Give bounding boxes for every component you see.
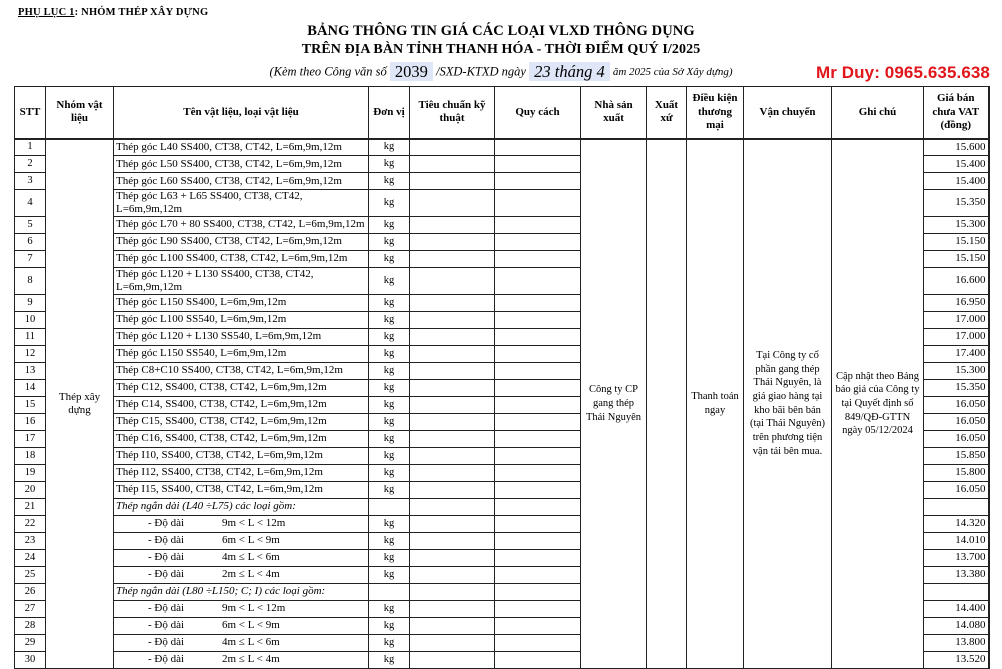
- price-table-container: [14, 86, 988, 669]
- cell-standard: [410, 651, 495, 668]
- col-header-transport: Vận chuyển: [744, 87, 832, 139]
- cell-unit: kg: [369, 481, 410, 498]
- cell-specification: [495, 190, 581, 217]
- cell-price: 16.050: [924, 396, 989, 413]
- cell-price: 15.850: [924, 447, 989, 464]
- cell-unit: kg: [369, 311, 410, 328]
- cell-price: 16.050: [924, 481, 989, 498]
- document-number-highlight: 2039: [390, 62, 433, 81]
- cell-material-name: [114, 566, 369, 583]
- cell-specification: [495, 173, 581, 190]
- cell-standard: [410, 345, 495, 362]
- cell-stt: 25: [15, 566, 46, 583]
- cell-stt: 15: [15, 396, 46, 413]
- cell-unit: kg: [369, 447, 410, 464]
- cell-manufacturer: Công ty CP gang thép Thái Nguyên: [581, 139, 647, 669]
- cell-stt: 14: [15, 379, 46, 396]
- cell-price: 13.800: [924, 634, 989, 651]
- reference-text: [269, 62, 732, 82]
- cell-standard: [410, 617, 495, 634]
- cell-standard: [410, 600, 495, 617]
- cell-material-name: Thép C8+C10 SS400, CT38, CT42, L=6m,9m,12m: [114, 362, 369, 379]
- col-header-unit: Đơn vị: [369, 87, 410, 139]
- cell-price: 15.400: [924, 156, 989, 173]
- cell-unit: [369, 583, 410, 600]
- sub-item-label: - Độ dài: [148, 517, 185, 530]
- table-row[interactable]: [15, 139, 989, 156]
- cell-specification: [495, 481, 581, 498]
- cell-price: 15.300: [924, 362, 989, 379]
- cell-material-name: Thép ngắn dài (L40 ÷L75) các loại gồm:: [114, 498, 369, 515]
- cell-material-name: Thép I15, SS400, CT38, CT42, L=6m,9m,12m: [114, 481, 369, 498]
- cell-material-name: Thép góc L50 SS400, CT38, CT42, L=6m,9m,12m: [114, 156, 369, 173]
- cell-stt: 27: [15, 600, 46, 617]
- cell-stt: 19: [15, 464, 46, 481]
- cell-unit: kg: [369, 250, 410, 267]
- cell-standard: [410, 267, 495, 294]
- sub-item-range: 6m < L < 9m: [222, 534, 280, 547]
- col-header-price: Giá bán chưa VAT (đồng): [924, 87, 989, 139]
- cell-specification: [495, 250, 581, 267]
- cell-price: 15.400: [924, 173, 989, 190]
- cell-standard: [410, 139, 495, 156]
- cell-specification: [495, 430, 581, 447]
- cell-specification: [495, 294, 581, 311]
- cell-material-name: Thép góc L60 SS400, CT38, CT42, L=6m,9m,12m: [114, 173, 369, 190]
- cell-price: 17.000: [924, 328, 989, 345]
- page-subtitle: TRÊN ĐỊA BÀN TỈNH THANH HÓA - THỜI ĐIỂM QUÝ I/2025: [301, 42, 701, 57]
- cell-specification: [495, 156, 581, 173]
- appendix-label: PHỤ LỤC 1: [18, 7, 75, 18]
- cell-standard: [410, 498, 495, 515]
- cell-price: 16.050: [924, 413, 989, 430]
- cell-standard: [410, 173, 495, 190]
- cell-price: 13.700: [924, 549, 989, 566]
- sub-item-label: - Độ dài: [148, 636, 185, 649]
- cell-specification: [495, 634, 581, 651]
- cell-material-name: Thép góc L70 + 80 SS400, CT38, CT42, L=6m,9m,12m: [114, 216, 369, 233]
- sub-item-label: - Độ dài: [148, 568, 185, 581]
- cell-material-name: [114, 549, 369, 566]
- cell-material-name: [114, 532, 369, 549]
- cell-material-name: Thép góc L100 SS540, L=6m,9m,12m: [114, 311, 369, 328]
- cell-standard: [410, 464, 495, 481]
- cell-unit: kg: [369, 362, 410, 379]
- cell-unit: [369, 498, 410, 515]
- cell-price: 15.350: [924, 379, 989, 396]
- cell-unit: kg: [369, 413, 410, 430]
- cell-note: Cập nhật theo Bảng báo giá của Công ty tại Quyết định số 849/QĐ-GTTN ngày 05/12/2024: [832, 139, 924, 669]
- cell-material-name: Thép C15, SS400, CT38, CT42, L=6m,9m,12m: [114, 413, 369, 430]
- cell-specification: [495, 216, 581, 233]
- cell-stt: 30: [15, 651, 46, 668]
- col-header-name: Tên vật liệu, loại vật liệu: [114, 87, 369, 139]
- cell-material-name: Thép I10, SS400, CT38, CT42, L=6m,9m,12m: [114, 447, 369, 464]
- cell-specification: [495, 328, 581, 345]
- cell-unit: kg: [369, 549, 410, 566]
- cell-material-name: Thép góc L40 SS400, CT38, CT42, L=6m,9m,12m: [114, 139, 369, 156]
- table-body: [15, 139, 989, 669]
- contact-phone: Mr Duy: 0965.635.638: [816, 63, 990, 83]
- cell-material-name: Thép I12, SS400, CT38, CT42, L=6m,9m,12m: [114, 464, 369, 481]
- cell-material-name: [114, 515, 369, 532]
- cell-stt: 8: [15, 267, 46, 294]
- cell-specification: [495, 532, 581, 549]
- cell-unit: kg: [369, 515, 410, 532]
- cell-material-name: Thép góc L100 SS400, CT38, CT42, L=6m,9m,12m: [114, 250, 369, 267]
- price-table: [14, 86, 990, 669]
- cell-specification: [495, 379, 581, 396]
- cell-standard: [410, 481, 495, 498]
- cell-standard: [410, 156, 495, 173]
- cell-stt: 10: [15, 311, 46, 328]
- cell-price: 13.520: [924, 651, 989, 668]
- sub-item-range: 6m < L < 9m: [222, 619, 280, 632]
- cell-price: [924, 498, 989, 515]
- cell-price: 16.050: [924, 430, 989, 447]
- sub-item-range: 4m ≤ L < 6m: [222, 551, 280, 564]
- cell-material-name: Thép góc L120 + L130 SS540, L=6m,9m,12m: [114, 328, 369, 345]
- cell-stt: 17: [15, 430, 46, 447]
- cell-stt: 11: [15, 328, 46, 345]
- cell-price: 15.300: [924, 216, 989, 233]
- cell-unit: kg: [369, 294, 410, 311]
- sub-item-label: - Độ dài: [148, 653, 185, 666]
- cell-material-name: Thép góc L150 SS400, L=6m,9m,12m: [114, 294, 369, 311]
- cell-specification: [495, 413, 581, 430]
- cell-price: 16.600: [924, 267, 989, 294]
- cell-price: 15.600: [924, 139, 989, 156]
- document-date-highlight: 23 tháng 4: [529, 62, 610, 81]
- cell-material-name: [114, 617, 369, 634]
- cell-unit: kg: [369, 617, 410, 634]
- cell-specification: [495, 515, 581, 532]
- sub-item-label: - Độ dài: [148, 602, 185, 615]
- reference-line: [0, 62, 1002, 88]
- cell-stt: 26: [15, 583, 46, 600]
- cell-specification: [495, 583, 581, 600]
- cell-standard: [410, 515, 495, 532]
- cell-unit: kg: [369, 190, 410, 217]
- cell-unit: kg: [369, 600, 410, 617]
- cell-standard: [410, 379, 495, 396]
- cell-stt: 18: [15, 447, 46, 464]
- cell-specification: [495, 566, 581, 583]
- cell-unit: kg: [369, 430, 410, 447]
- cell-material-name: Thép góc L120 + L130 SS400, CT38, CT42, L=6m,9m,12m: [114, 267, 369, 294]
- cell-price: 17.000: [924, 311, 989, 328]
- cell-specification: [495, 464, 581, 481]
- cell-unit: kg: [369, 532, 410, 549]
- cell-stt: 6: [15, 233, 46, 250]
- cell-standard: [410, 216, 495, 233]
- cell-stt: 16: [15, 413, 46, 430]
- page-title: BẢNG THÔNG TIN GIÁ CÁC LOẠI VLXD THÔNG DỤNG: [307, 23, 695, 39]
- cell-specification: [495, 396, 581, 413]
- cell-transport: Tại Công ty cổ phần gang thép Thái Nguyên, là giá giao hàng tại kho bãi bên bán (tại Thái Nguyên) trên phương tiện vận tải bên mua.: [744, 139, 832, 669]
- cell-standard: [410, 362, 495, 379]
- sub-item-range: 9m < L < 12m: [222, 602, 286, 615]
- cell-unit: kg: [369, 464, 410, 481]
- cell-material-name: Thép góc L63 + L65 SS400, CT38, CT42, L=6m,9m,12m: [114, 190, 369, 217]
- cell-standard: [410, 328, 495, 345]
- cell-stt: 9: [15, 294, 46, 311]
- cell-stt: 1: [15, 139, 46, 156]
- cell-stt: 7: [15, 250, 46, 267]
- appendix-subtitle: : NHÓM THÉP XÂY DỰNG: [74, 7, 209, 18]
- cell-stt: 28: [15, 617, 46, 634]
- sub-item-range: 2m ≤ L < 4m: [222, 568, 280, 581]
- cell-stt: 24: [15, 549, 46, 566]
- reference-prefix: (Kèm theo Công văn số: [269, 64, 387, 79]
- cell-material-name: Thép ngắn dài (L80 ÷L150; C; I) các loại gồm:: [114, 583, 369, 600]
- cell-price: [924, 583, 989, 600]
- cell-stt: 29: [15, 634, 46, 651]
- cell-unit: kg: [369, 139, 410, 156]
- sub-item-label: - Độ dài: [148, 534, 185, 547]
- cell-trade-terms: Thanh toán ngay: [687, 139, 744, 669]
- cell-unit: kg: [369, 233, 410, 250]
- cell-stt: 23: [15, 532, 46, 549]
- cell-price: 14.010: [924, 532, 989, 549]
- col-header-stt: STT: [15, 87, 46, 139]
- cell-stt: 4: [15, 190, 46, 217]
- cell-material-name: Thép góc L150 SS540, L=6m,9m,12m: [114, 345, 369, 362]
- cell-origin: [647, 139, 687, 669]
- sub-item-label: - Độ dài: [148, 619, 185, 632]
- cell-specification: [495, 267, 581, 294]
- col-header-note: Ghi chú: [832, 87, 924, 139]
- cell-specification: [495, 600, 581, 617]
- cell-price: 16.950: [924, 294, 989, 311]
- cell-stt: 21: [15, 498, 46, 515]
- cell-standard: [410, 396, 495, 413]
- cell-material-name: [114, 651, 369, 668]
- col-header-group: Nhóm vật liệu: [46, 87, 114, 139]
- cell-material-name: Thép C14, SS400, CT38, CT42, L=6m,9m,12m: [114, 396, 369, 413]
- cell-standard: [410, 549, 495, 566]
- cell-stt: 13: [15, 362, 46, 379]
- cell-standard: [410, 311, 495, 328]
- col-header-origin: Xuất xứ: [647, 87, 687, 139]
- cell-standard: [410, 294, 495, 311]
- sub-item-range: 4m ≤ L < 6m: [222, 636, 280, 649]
- cell-stt: 20: [15, 481, 46, 498]
- cell-specification: [495, 345, 581, 362]
- cell-unit: kg: [369, 566, 410, 583]
- col-header-manufacturer: Nhà sản xuất: [581, 87, 647, 139]
- cell-specification: [495, 498, 581, 515]
- cell-standard: [410, 447, 495, 464]
- cell-unit: kg: [369, 216, 410, 233]
- cell-price: 14.320: [924, 515, 989, 532]
- col-header-spec: Quy cách: [495, 87, 581, 139]
- cell-material-group: Thép xây dựng: [46, 139, 114, 669]
- cell-unit: kg: [369, 345, 410, 362]
- cell-stt: 22: [15, 515, 46, 532]
- cell-price: 13.380: [924, 566, 989, 583]
- cell-price: 15.150: [924, 250, 989, 267]
- cell-unit: kg: [369, 156, 410, 173]
- cell-price: 17.400: [924, 345, 989, 362]
- cell-standard: [410, 532, 495, 549]
- cell-price: 14.400: [924, 600, 989, 617]
- col-header-standard: Tiêu chuẩn kỹ thuật: [410, 87, 495, 139]
- sub-item-range: 9m < L < 12m: [222, 517, 286, 530]
- cell-stt: 12: [15, 345, 46, 362]
- cell-standard: [410, 566, 495, 583]
- cell-price: 15.800: [924, 464, 989, 481]
- cell-price: 15.350: [924, 190, 989, 217]
- cell-unit: kg: [369, 379, 410, 396]
- cell-material-name: [114, 634, 369, 651]
- cell-price: 14.080: [924, 617, 989, 634]
- cell-unit: kg: [369, 328, 410, 345]
- document-title-block: [0, 21, 1002, 59]
- cell-standard: [410, 190, 495, 217]
- cell-stt: 3: [15, 173, 46, 190]
- cell-specification: [495, 362, 581, 379]
- table-header: [15, 87, 989, 139]
- sub-item-range: 2m ≤ L < 4m: [222, 653, 280, 666]
- cell-standard: [410, 430, 495, 447]
- cell-unit: kg: [369, 396, 410, 413]
- cell-unit: kg: [369, 267, 410, 294]
- reference-middle: /SXD-KTXD ngày: [436, 64, 526, 79]
- col-header-trade-terms: Điều kiện thương mại: [687, 87, 744, 139]
- table-header-row: [15, 87, 989, 139]
- cell-specification: [495, 651, 581, 668]
- cell-specification: [495, 139, 581, 156]
- cell-standard: [410, 634, 495, 651]
- cell-price: 15.150: [924, 233, 989, 250]
- cell-unit: kg: [369, 651, 410, 668]
- cell-standard: [410, 583, 495, 600]
- cell-unit: kg: [369, 173, 410, 190]
- cell-specification: [495, 549, 581, 566]
- cell-specification: [495, 311, 581, 328]
- cell-specification: [495, 233, 581, 250]
- cell-unit: kg: [369, 634, 410, 651]
- cell-material-name: Thép C12, SS400, CT38, CT42, L=6m,9m,12m: [114, 379, 369, 396]
- sub-item-label: - Độ dài: [148, 551, 185, 564]
- cell-standard: [410, 250, 495, 267]
- reference-suffix: ăm 2025 của Sở Xây dựng): [612, 66, 733, 79]
- cell-standard: [410, 233, 495, 250]
- cell-material-name: Thép góc L90 SS400, CT38, CT42, L=6m,9m,12m: [114, 233, 369, 250]
- cell-specification: [495, 617, 581, 634]
- appendix-heading: [0, 0, 1002, 18]
- cell-stt: 2: [15, 156, 46, 173]
- cell-standard: [410, 413, 495, 430]
- cell-material-name: Thép C16, SS400, CT38, CT42, L=6m,9m,12m: [114, 430, 369, 447]
- cell-material-name: [114, 600, 369, 617]
- cell-stt: 5: [15, 216, 46, 233]
- cell-specification: [495, 447, 581, 464]
